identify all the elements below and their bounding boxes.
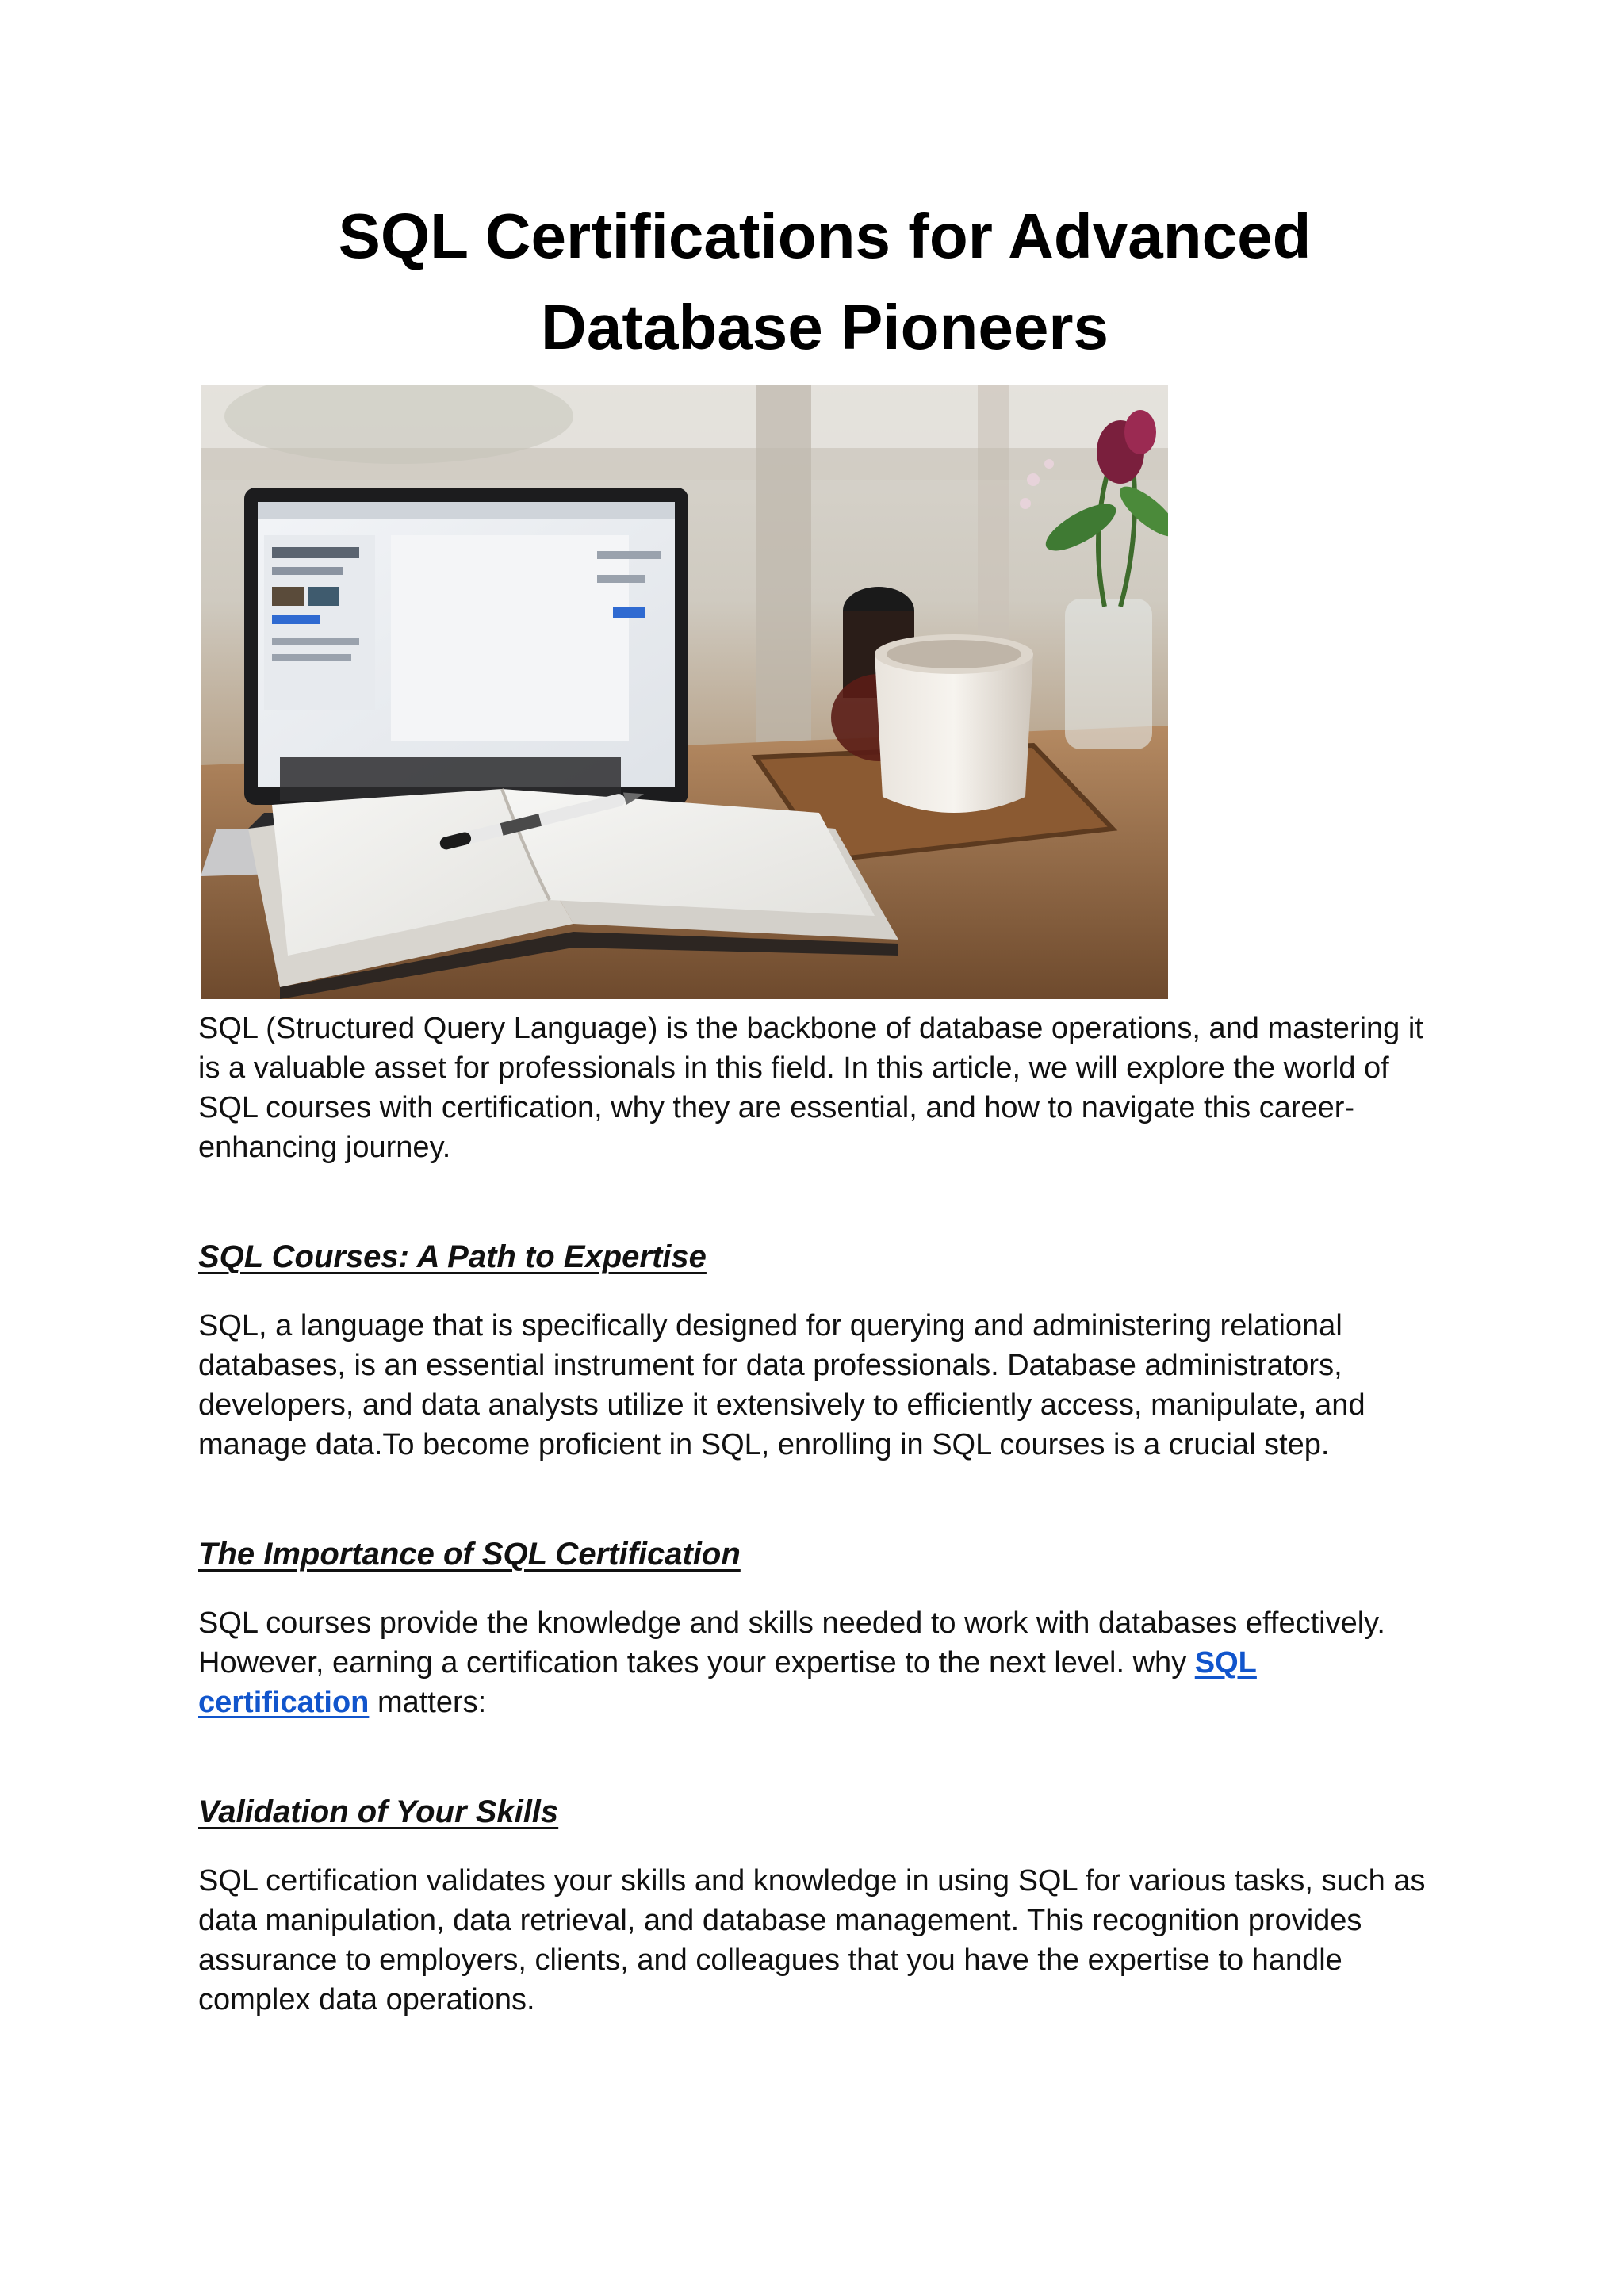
title-line-1: SQL Certifications for Advanced <box>338 201 1312 271</box>
section-body-validation: SQL certification validates your skills and knowledge in using SQL for various tasks, such as data manipulation, data retrieval, and database management. This recognition provides assurance to employers, clients, and colleagues that you have the expertise to handle complex data operations. <box>198 1864 1426 2016</box>
body-text-before-link: SQL courses provide the knowledge and skills needed to work with databases effectively. However, earning a certification takes your expertise to the next level. why <box>198 1607 1385 1679</box>
page-title <box>198 190 1451 373</box>
hero-image <box>201 385 1168 999</box>
section-heading-validation: Validation of Your Skills <box>198 1794 559 1829</box>
body-text-after-link: matters: <box>369 1686 487 1719</box>
title-line-2: Database Pioneers <box>541 292 1109 362</box>
section-heading-sql-courses: SQL Courses: A Path to Expertise <box>198 1239 707 1274</box>
intro-paragraph: SQL (Structured Query Language) is the backbone of database operations, and mastering it is a valuable asset for professionals in this field. In this article, we will explore the world of SQL courses with certification, why they are essential, and how to navigate this career-enhancing journey. <box>198 1012 1423 1164</box>
section-body-sql-courses: SQL, a language that is specifically designed for querying and administering relational databases, is an essential instrument for data professionals. Database administrators, developers, and data analysts utilize it extensively to efficiently access, manipulate, and manage data.To become proficient in SQL, enrolling in SQL courses is a crucial step. <box>198 1309 1365 1461</box>
section-body-importance <box>198 1603 1435 1722</box>
sql-certification-link[interactable]: SQL certification <box>198 1646 1257 1719</box>
section-heading-importance: The Importance of SQL Certification <box>198 1537 741 1572</box>
